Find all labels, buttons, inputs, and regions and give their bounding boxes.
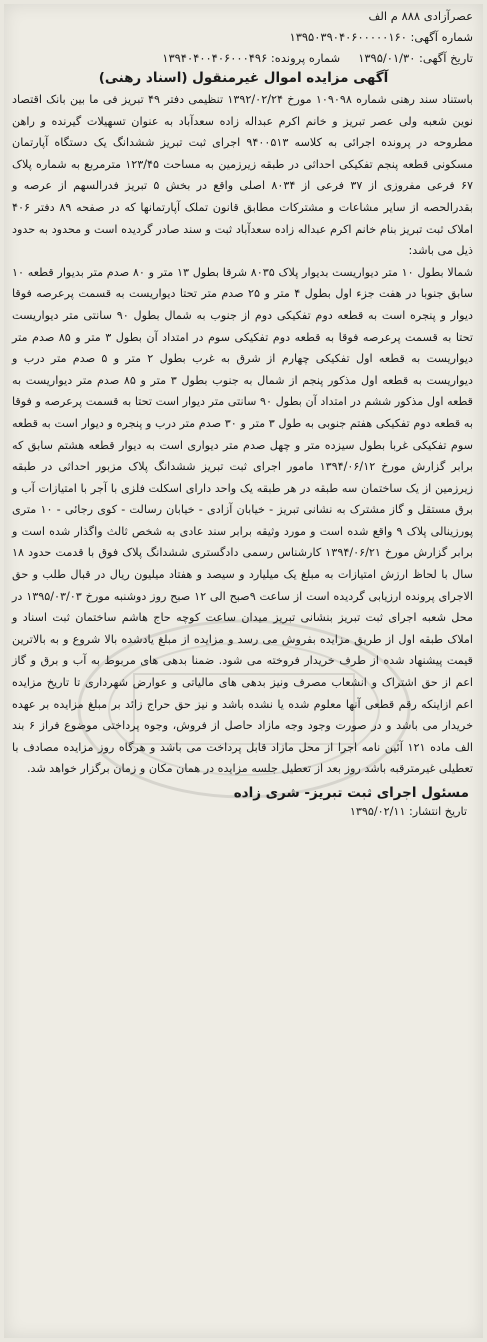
paragraph-boundaries-terms: شمالا بطول ۱۰ متر دیواریست بدیوار پلاک ۸۰۳۵ شرقا بطول ۱۳ متر و ۸۰ صدم متر بدیوار قطعه ۱۰ سابق جنوبا در هفت جزء اول بطول ۴ متر و ۲۵ صدم متر تحتا دیواریست به قسمت پرعرصه فوقا دیوار و پنجره است به قطعه دوم تفکیکی دوم از جنوب به شمال بطول ۹۰ سانتی متر دیواریست تحتا به قسمت پرعرصه فوقا به قطعه دوم تفکیکی سوم در امتداد آن بطول ۳ متر و ۸۵ صدم متر دیواریست به قطعه اول تفکیکی چهارم از شرق به غرب بطول ۲ متر و ۵ صدم متر درب و دیواریست به قطعه اول مذکور پنجم از شمال به جنوب بطول ۳ متر و ۸۵ صدم متر دیواریست به قطعه اول مذکور ششم در امتداد آن بطول ۹۰ سانتی متر دیوار است تحتا به قسمت پرعرصه و فوقا به قطعه دوم تفکیکی هفتم جنوبی به طول ۳ متر و ۳۰ صدم متر درب و پنجره و دیوار است به قطعه سوم تفکیکی غربا بطول سیزده متر و چهل صدم متر دیواری است به دیوار قطعه هشتم سابق که برابر گزارش مورخ ۱۳۹۴/۰۶/۱۲ مامور اجرای ثبت تبریز ششدانگ پلاک مزبور احداثی در طبقه زیرزمین از یک ساختمان سه طبقه در هر طبقه یک واحد دارای اسکلت فلزی با آجر با امتیازات آب و برق مستقل و گاز مشترک به نشانی تبریز - خیابان آزادی - خیابان رسالت - کوی رجائی - ۱۰ متری پورزینالی پلاک ۹ واقع شده است و مورد وثیقه برابر سند عادی به شخص ثالث واگذار شده است و برابر گزارش مورخ ۱۳۹۴/۰۶/۲۱ کارشناس رسمی دادگستری ششدانگ پلاک فوق با قدمت حدود ۱۸ سال با لحاظ ارزش امتیازات به مبلغ یک میلیارد و سیصد و هفتاد میلیون ریال در قبال طلب و حق الاجرای پرونده ارزیابی گردیده است از ساعت ۹صبح الی ۱۲ صبح روز دوشنبه مورخ ۱۳۹۵/۰۳/۰۳ در محل شعبه اجرای ثبت تبریز بنشانی تبریز میدان ساعت کوچه حاج هاشم ساختمان ثبت اسناد و املاک طبقه اول از طریق مزایده بفروش می رسد و مزایده از مبلغ یادشده بالا شروع و به بالاترین قیمت پیشنهاد شده از طرف خریدار فروخته می شود. ضمنا بدهی های مربوط به آب و برق و گاز اعم از حق اشتراک و انشعاب مصرف ونیز بدهی های مالیاتی و عوارض شهرداری تا تاریخ مزایده اعم ازاینکه رقم قطعی آنها معلوم شده یا نشده باشد و نیز حق حراج زائد بر مبلغ مزایده بر عهده خریدار می باشد و در صورت وجود وجه مازاد حاصل از فروش، وجوه پرداختی موضوع فراز ۶ بند الف ماده ۱۲۱ آئین نامه اجرا از محل مازاد قابل پرداخت می باشد و هرگاه روز مزایده مصادف با تعطیلی غیرمترقبه باشد روز بعد از تعطیل جلسه مزایده در همان مکان و زمان برگزار خواهد شد. [12,265,473,776]
signature-line: مسئول اجرای ثبت تبریز- شری زاده [233,785,469,801]
notice-title: آگهی مزایده اموال غیرمنقول (اسناد رهنی) [98,70,389,86]
publisher-line [14,6,473,27]
publish-date: تاریخ انتشار: ۱۳۹۵/۰۲/۱۱ [349,805,467,818]
notice-header [4,4,483,69]
date-case-line [14,48,473,69]
publisher: عصرآزادی ۸۸۸ م الف [368,9,473,23]
notice-clipping [4,4,483,1338]
notice-number: شماره آگهی: ۱۳۹۵۰۳۹۰۴۰۶۰۰۰۰۰۱۶۰ [289,30,473,44]
notice-number-line [14,27,473,48]
case-number: شماره پرونده: ۱۳۹۴۰۴۰۰۴۰۶۰۰۰۴۹۶ [162,51,341,65]
notice-date: تاریخ آگهی: ۱۳۹۵/۰۱/۳۰ [358,51,473,65]
paragraph-property: باستناد سند رهنی شماره ۱۰۹۰۹۸ مورخ ۱۳۹۲/۰۲/۲۴ تنظیمی دفتر ۴۹ تبریز فی ما بین بانک اقتصاد نوین شعبه ولی عصر تبریز و خانم اکرم عبداله زاده سعدآباد به عنوان تسهیلات گیرنده و راهن مطروحه در پرونده اجرائی به کلاسه ۹۴۰۰۵۱۳ اجرای ثبت تبریز ششدانگ یک دستگاه آپارتمان مسکونی قطعه پنجم تفکیکی احداثی در طبقه زیرزمین به مساحت ۱۲۳/۴۵ مترمربع به شماره پلاک ۶۷ فرعی مفروزی از ۳۷ فرعی از ۸۰۳۴ اصلی واقع در بخش ۵ تبریز فدرالسهم از عرصه و بقدرالحصه از سایر مشاعات و مشترکات مطابق قانون تملک آپارتمانها که در صفحه ۸۹ دفتر ۴۰۶ املاک ثبت تبریز بنام خانم اکرم عبداله زاده سعدآباد ثبت و سند صادر گردیده است و محدود به حدود ذیل می باشد: [12,93,473,258]
notice-body [4,89,483,780]
